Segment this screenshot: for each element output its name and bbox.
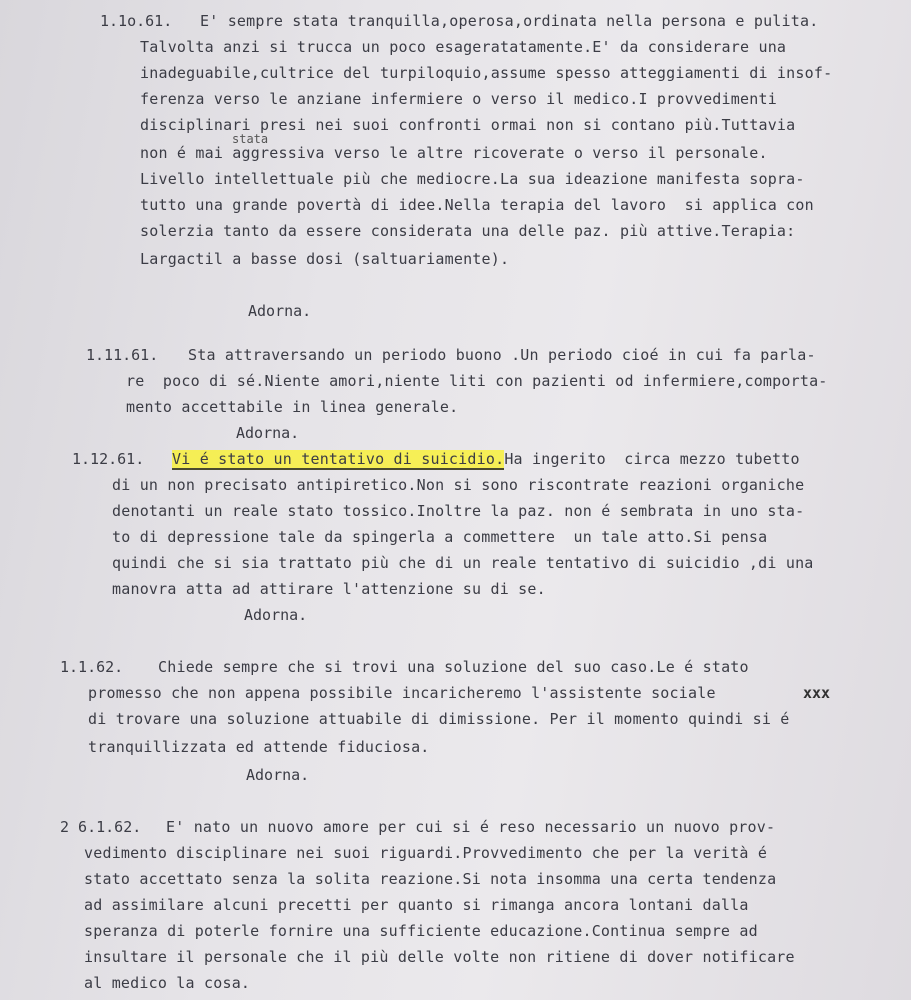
entry-date: 1.1o.61. (100, 12, 173, 30)
entry-line: stato accettato senza la solita reazione.Si nota insomma una certa tendenza (84, 870, 777, 888)
entry-line: E' nato un nuovo amore per cui si é reso necessario un nuovo prov- (166, 818, 776, 836)
entry-date: 1.11.61. (86, 346, 159, 364)
entry-line-continuation: Ha ingerito circa mezzo tubetto (504, 450, 800, 468)
entry-line: Largactil a basse dosi (saltuariamente). (140, 250, 510, 268)
signature: Adorna. (244, 606, 308, 624)
overstrike-text: stata (232, 132, 269, 146)
entry-date: 1.1.62. (60, 658, 124, 676)
entry-line: Chiede sempre che si trovi una soluzione del suo caso.Le é stato (158, 658, 749, 676)
entry-line: inadeguabile,cultrice del turpiloquio,assume spesso atteggiamenti di insof- (140, 64, 833, 82)
entry-line: insultare il personale che il più delle volte non ritiene di dover notificare (84, 948, 795, 966)
entry-date: 2 6.1.62. (60, 818, 142, 836)
entry-line: quindi che si sia trattato più che di un reale tentativo di suicidio ,di una (112, 554, 814, 572)
entry-line: ferenza verso le anziane infermiere o verso il medico.I provvedimenti (140, 90, 777, 108)
entry-line: di trovare una soluzione attuabile di dimissione. Per il momento quindi si é (88, 710, 790, 728)
entry-line: Talvolta anzi si trucca un poco esageratatamente.E' da considerare una (140, 38, 787, 56)
entry-line: tranquillizzata ed attende fiduciosa. (88, 738, 430, 756)
entry-line: ad assimilare alcuni precetti per quanto si rimanga ancora lontani dalla (84, 896, 749, 914)
entry-line: to di depressione tale da spingerla a commettere un tale atto.Si pensa (112, 528, 768, 546)
signature: Adorna. (248, 302, 312, 320)
entry-line: solerzia tanto da essere considerata una delle paz. più attive.Terapia: (140, 222, 796, 240)
signature: Adorna. (236, 424, 300, 442)
entry-line-first (172, 450, 800, 468)
entry-line: promesso che non appena possibile incaricheremo l'assistente sociale (88, 684, 716, 702)
entry-line: denotanti un reale stato tossico.Inoltre la paz. non é sembrata in uno sta- (112, 502, 805, 520)
entry-line: re poco di sé.Niente amori,niente liti con pazienti od infermiere,comporta- (126, 372, 828, 390)
entry-line: di un non precisato antipiretico.Non si sono riscontrate reazioni organiche (112, 476, 805, 494)
struck-out-text: xxx (803, 684, 831, 702)
signature: Adorna. (246, 766, 310, 784)
entry-line: vedimento disciplinare nei suoi riguardi.Provvedimento che per la verità é (84, 844, 768, 862)
entry-line: al medico la cosa. (84, 974, 251, 992)
entry-line: non é mai aggressiva verso le altre ricoverate o verso il personale. (140, 144, 768, 162)
entry-line: Livello intellettuale più che mediocre.La sua ideazione manifesta sopra- (140, 170, 805, 188)
highlighted-text: Vi é stato un tentativo di suicidio. (172, 450, 505, 468)
entry-line: manovra atta ad attirare l'attenzione su di se. (112, 580, 546, 598)
entry-line: tutto una grande povertà di idee.Nella terapia del lavoro si applica con (140, 196, 814, 214)
entry-date: 1.12.61. (72, 450, 145, 468)
entry-line: disciplinari presi nei suoi confronti ormai non si contano più.Tuttavia (140, 116, 796, 134)
entry-line: Sta attraversando un periodo buono .Un periodo cioé in cui fa parla- (188, 346, 816, 364)
entry-line: mento accettabile in linea generale. (126, 398, 459, 416)
entry-line: E' sempre stata tranquilla,operosa,ordinata nella persona e pulita. (200, 12, 819, 30)
entry-line: speranza di poterle fornire una sufficiente educazione.Continua sempre ad (84, 922, 758, 940)
